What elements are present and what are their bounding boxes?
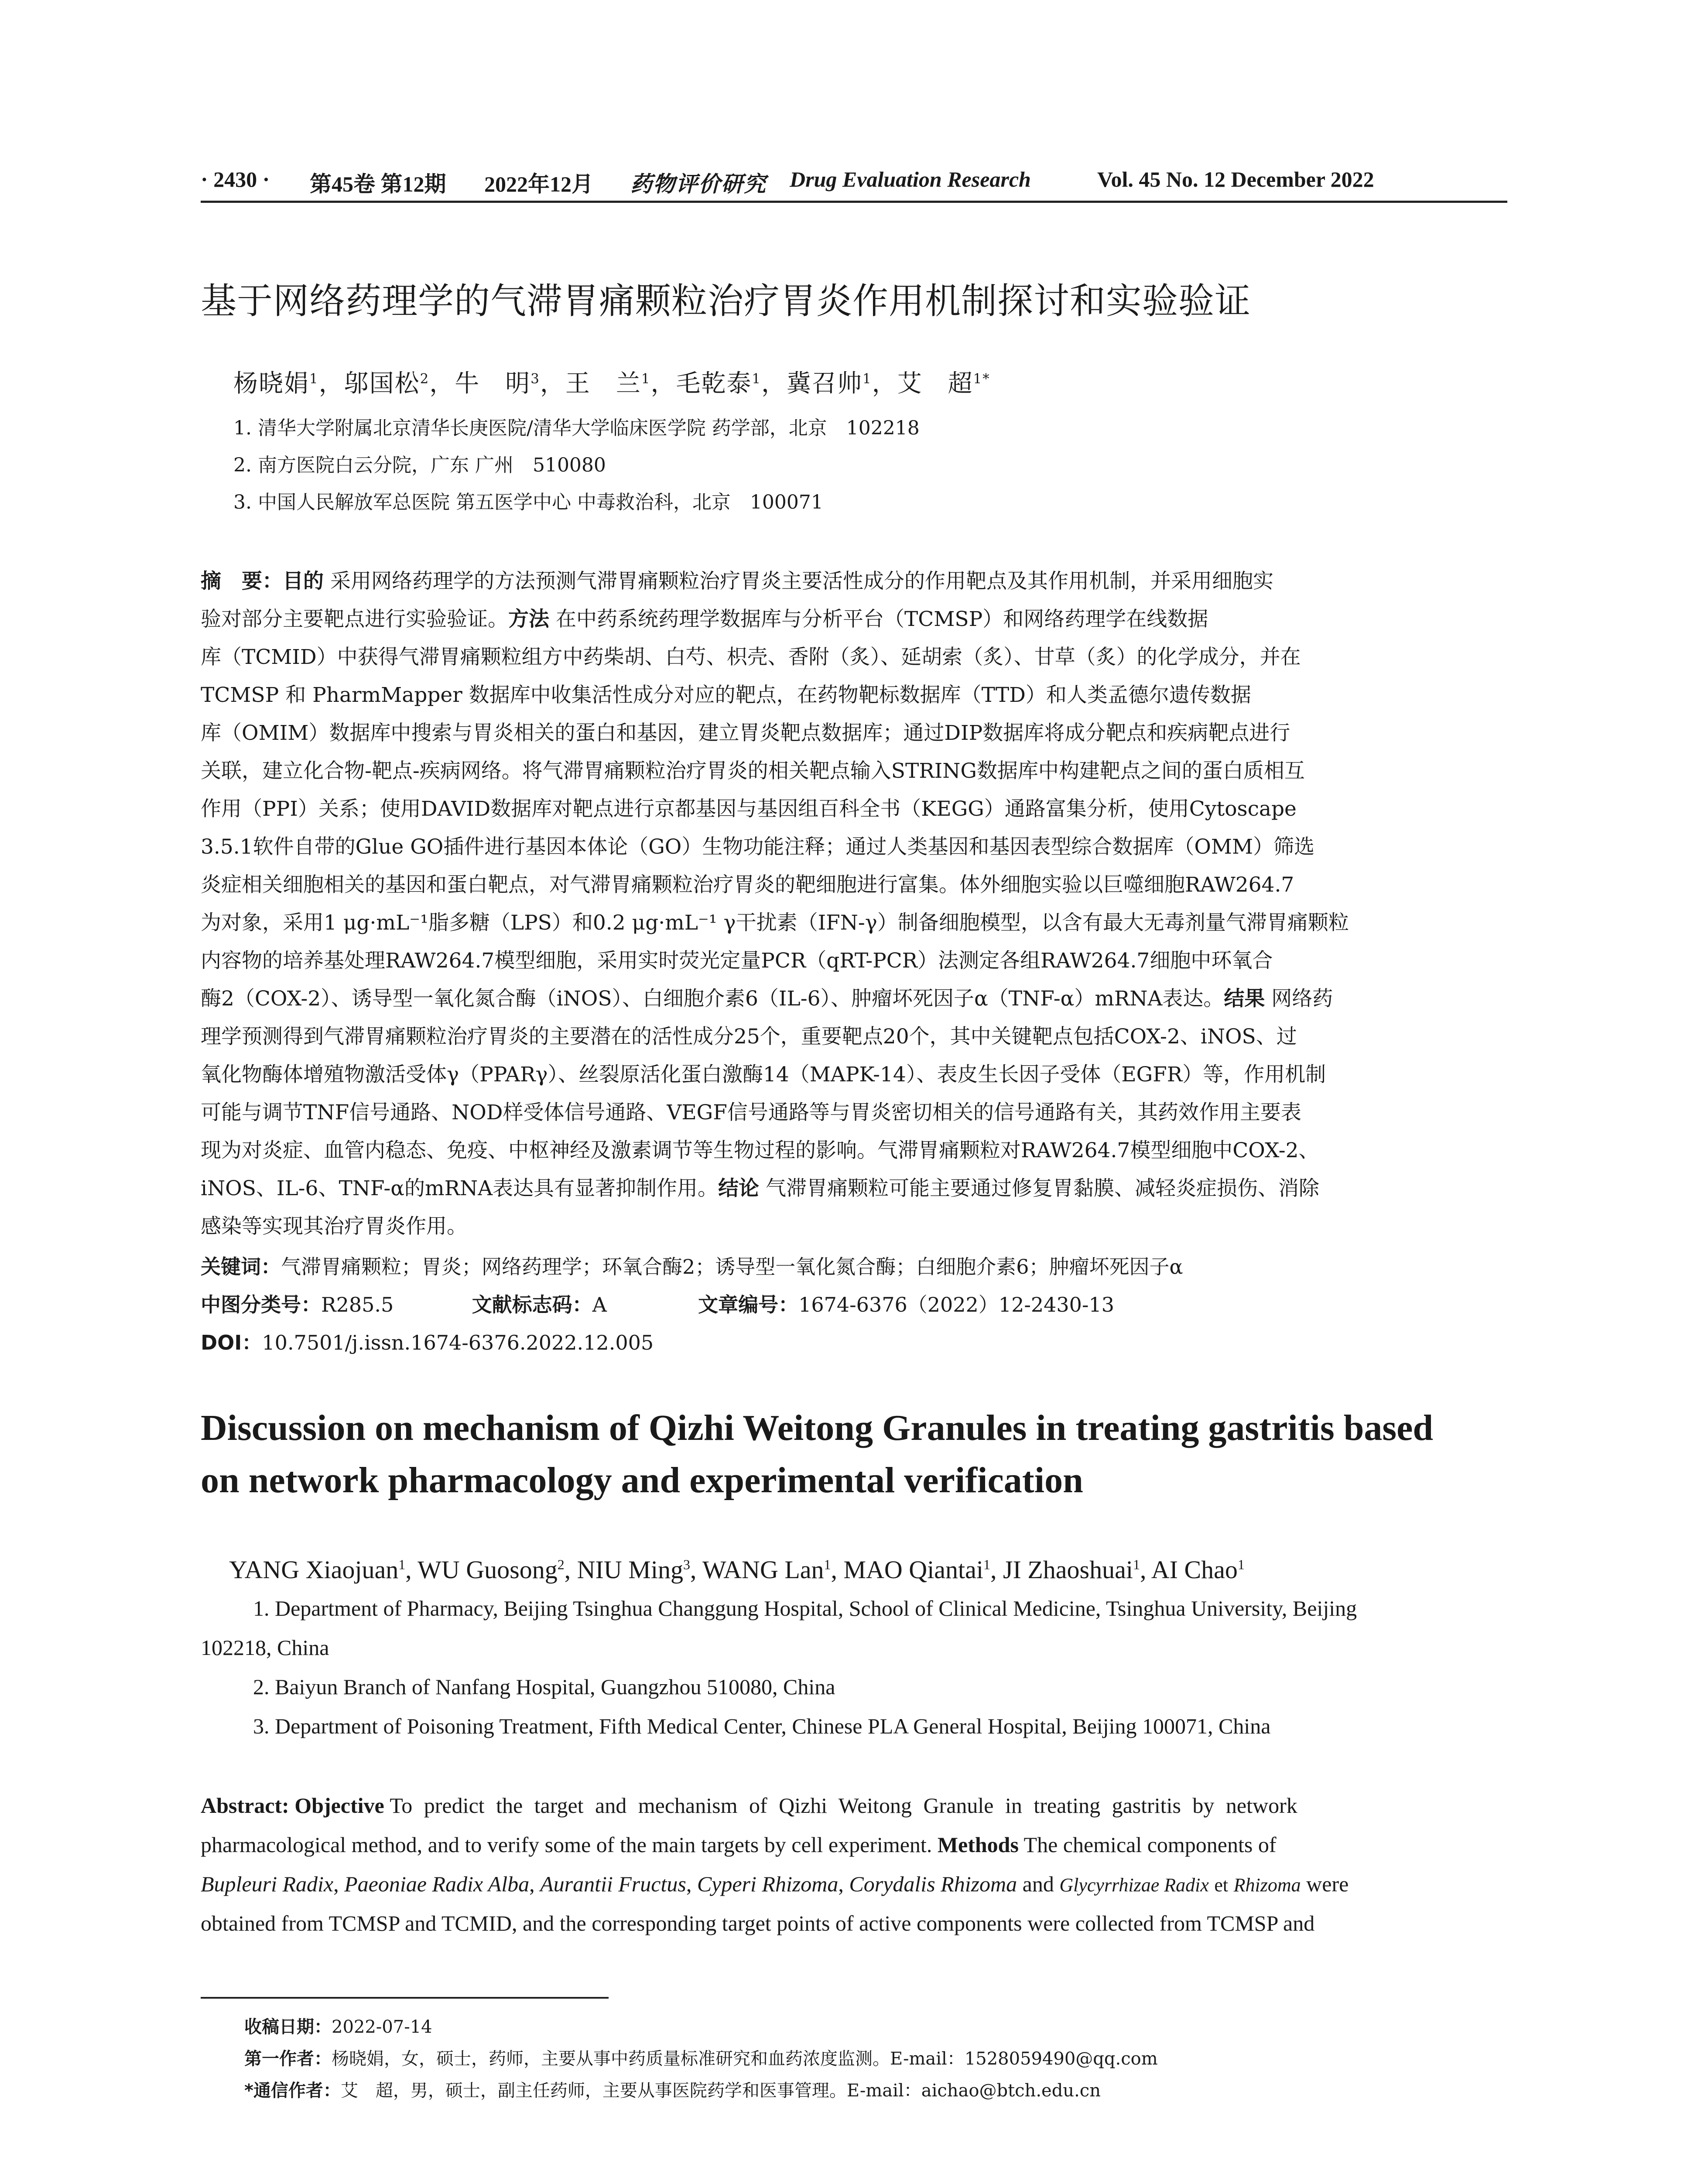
conjunction: and <box>1022 1872 1054 1896</box>
abstract-cn-line-7: 作用（PPI）关系；使用DAVID数据库对靶点进行京都基因与基因组百科全书（KEGG）通路富集分析，使用Cytoscape <box>201 797 1297 821</box>
objective-en-label: Objective <box>294 1793 384 1818</box>
author-affiliation-mark: 1 <box>752 371 762 387</box>
abstract-cn-line-17 <box>201 1172 1319 1201</box>
affiliation-en-1-cont: 102218, China <box>201 1635 329 1660</box>
first-author-label: 第一作者： <box>244 2049 332 2069</box>
herb-name: Paeoniae Radix Alba <box>344 1872 530 1896</box>
keywords-cn <box>201 1251 1183 1280</box>
abstract-cn-text: 验对部分主要靶点进行实验验证。 <box>201 607 508 631</box>
abstract-en-label: Abstract: <box>201 1793 289 1818</box>
affiliation-cn-1: 1. 清华大学附属北京清华长庚医院/清华大学临床医学院 药学部，北京 102218 <box>233 417 920 439</box>
abstract-cn-text: 网络药 <box>1271 987 1333 1011</box>
author-affiliation-mark: 1* <box>973 371 990 387</box>
abstract-cn-line-11: 内容物的培养基处理RAW264.7模型细胞，采用实时荧光定量PCR（qRT-PCR）法测定各组RAW264.7细胞中环氧合 <box>201 949 1273 973</box>
abstract-en-line-1 <box>201 1793 1297 1818</box>
abstract-cn-text: iNOS、IL-6、TNF-α的mRNA表达具有显著抑制作用。 <box>201 1176 719 1200</box>
doc-code-value: A <box>592 1293 607 1316</box>
conjunction: et <box>1214 1874 1229 1896</box>
author-affiliation-mark: 1 <box>641 371 651 387</box>
author-affiliation-mark: 1 <box>398 1557 406 1573</box>
affiliation-cn-3: 3. 中国人民解放军总医院 第五医学中心 中毒救治科，北京 100071 <box>233 491 823 513</box>
herb-name: Rhizoma <box>1233 1874 1301 1896</box>
journal-logo: 药物评价研究 <box>630 171 767 197</box>
authors-cn: 杨晓娟$^1$，邬国松$^2$，牛 明$^3$，王 兰$^1$，毛乾泰$^1$，冀召帅$^1$，艾 超$^{1*}$ <box>233 369 990 398</box>
abstract-cn-line-18: 感染等实现其治疗胃炎作用。 <box>201 1214 467 1238</box>
page-number: · 2430 · <box>201 167 270 191</box>
herb-name: Cyperi Rhizoma <box>697 1872 839 1896</box>
methods-en-label: Methods <box>937 1832 1019 1857</box>
author-name: 杨晓娟 <box>233 369 309 398</box>
footnote-first-author <box>244 2045 1158 2070</box>
abstract-en-text: To predict the target and mechanism of Qizhi Weitong Granule in treating gastritis by network <box>390 1793 1297 1818</box>
doc-code-label: 文献标志码： <box>472 1293 592 1316</box>
abstract-cn-line-3: 库（TCMID）中获得气滞胃痛颗粒组方中药柴胡、白芍、枳壳、香附（炙）、延胡索（炙）、甘草（炙）的化学成分，并在 <box>201 645 1301 669</box>
abstract-cn-line-8: 3.5.1软件自带的Glue GO插件进行基因本体论（GO）生物功能注释；通过人类基因和基因表型综合数据库（OMM）筛选 <box>201 835 1315 859</box>
author-name: WU Guosong <box>418 1555 558 1584</box>
received-date: 2022-07-14 <box>332 2017 432 2037</box>
author-name: WANG Lan <box>702 1555 824 1584</box>
clc-value: R285.5 <box>321 1293 394 1316</box>
abstract-cn-line-14: 氧化物酶体增殖物激活受体γ（PPARγ）、丝裂原活化蛋白激酶14（MAPK-14）、表皮生长因子受体（EGFR）等，作用机制 <box>201 1063 1326 1087</box>
author-affiliation-mark: 3 <box>531 371 540 387</box>
affiliation-en-3: 3. Department of Poisoning Treatment, Fifth Medical Center, Chinese PLA General Hospital, Beijing 100071, China <box>253 1714 1271 1738</box>
author-affiliation-mark: 1 <box>824 1557 831 1573</box>
article-no-value: 1674-6376（2022）12-2430-13 <box>798 1293 1115 1316</box>
author-affiliation-mark: 1 <box>863 371 872 387</box>
herb-name: Glycyrrhizae Radix <box>1059 1874 1209 1896</box>
first-author-text: 杨晓娟，女，硕士，药师，主要从事中药质量标准研究和血药浓度监测。E-mail：1528059490@qq.com <box>332 2049 1158 2069</box>
abstract-cn-line-4: TCMSP 和 PharmMapper 数据库中收集活性成分对应的靶点，在药物靶标数据库（TTD）和人类孟德尔遗传数据 <box>201 683 1251 707</box>
affiliation-en-2: 2. Baiyun Branch of Nanfang Hospital, Guangzhou 510080, China <box>253 1675 835 1699</box>
author-name: 邬国松 <box>344 369 420 398</box>
author-name: NIU Ming <box>577 1555 683 1584</box>
author-name: 冀召帅 <box>787 369 863 398</box>
keywords-cn-label: 关键词： <box>201 1255 281 1279</box>
author-name: 牛 明 <box>455 369 531 398</box>
header-rule <box>201 201 1507 203</box>
footnote-rule <box>201 1997 609 1999</box>
abstract-cn-line-6: 关联，建立化合物-靶点-疾病网络。将气滞胃痛颗粒治疗胃炎的相关靶点输入STRING数据库中构建靶点之间的蛋白质相互 <box>201 759 1305 783</box>
herb-name: Bupleuri Radix <box>201 1872 334 1896</box>
abstract-cn-text: 气滞胃痛颗粒可能主要通过修复胃黏膜、减轻炎症损伤、消除 <box>766 1176 1320 1200</box>
methods-cn-label: 方法 <box>508 607 549 631</box>
article-no-label: 文章编号： <box>698 1293 799 1316</box>
author-name: 艾 超 <box>897 369 973 398</box>
affiliation-en-1: 1. Department of Pharmacy, Beijing Tsinghua Changgung Hospital, School of Clinical Medicine, Tsinghua University, Beijing <box>253 1596 1357 1620</box>
author-name: MAO Qiantai <box>843 1555 984 1584</box>
clc-label: 中图分类号： <box>201 1293 321 1316</box>
abstract-cn-line-13: 理学预测得到气滞胃痛颗粒治疗胃炎的主要潜在的活性成分25个，重要靶点20个，其中关键靶点包括COX-2、iNOS、过 <box>201 1025 1297 1049</box>
classification-row <box>201 1289 1114 1318</box>
running-header <box>201 167 1509 197</box>
date-cn: 2022年12月 <box>484 172 593 196</box>
author-affiliation-mark: 3 <box>683 1557 690 1573</box>
abstract-cn-text: 采用网络药理学的方法预测气滞胃痛颗粒治疗胃炎主要活性成分的作用靶点及其作用机制，并采用细胞实 <box>330 569 1273 593</box>
volume-issue-cn: 第45卷 第12期 <box>310 172 446 196</box>
abstract-en-line-3: Bupleuri Radix, Paeoniae Radix Alba, Aurantii Fructus, Cyperi Rhizoma, Corydalis Rhizoma and Glycyrrhizae Radix et Rhizoma were <box>201 1872 1349 1896</box>
herb-name: Corydalis Rhizoma <box>849 1872 1017 1896</box>
abstract-cn-line-5: 库（OMIM）数据库中搜索与胃炎相关的蛋白和基因，建立胃炎靶点数据库；通过DIP数据库将成分靶点和疾病靶点进行 <box>201 721 1290 745</box>
objective-cn-label: 目的 <box>283 569 324 593</box>
title-cn: 基于网络药理学的气滞胃痛颗粒治疗胃炎作用机制探讨和实验验证 <box>201 280 1251 322</box>
footnote-corresponding <box>244 2077 1101 2102</box>
abstract-en-text: were <box>1306 1872 1349 1896</box>
volume-date-en: Vol. 45 No. 12 December 2022 <box>1097 167 1374 191</box>
received-label: 收稿日期： <box>244 2017 332 2037</box>
author-affiliation-mark: 2 <box>557 1557 565 1573</box>
author-affiliation-mark: 1 <box>1237 1557 1245 1573</box>
abstract-cn-line-16: 现为对炎症、血管内稳态、免疫、中枢神经及激素调节等生物过程的影响。气滞胃痛颗粒对RAW264.7模型细胞中COX-2、 <box>201 1138 1319 1162</box>
abstract-cn-line-9: 炎症相关细胞相关的基因和蛋白靶点，对气滞胃痛颗粒治疗胃炎的靶细胞进行富集。体外细胞实验以巨噬细胞RAW264.7 <box>201 873 1294 897</box>
abstract-en-text: pharmacological method, and to verify some of the main targets by cell experiment. <box>201 1832 932 1857</box>
author-affiliation-mark: 1 <box>983 1557 990 1573</box>
abstract-cn-line-1 <box>201 565 1273 594</box>
journal-name-en: Drug Evaluation Research <box>790 167 1031 191</box>
herb-name: Aurantii Fructus <box>540 1872 686 1896</box>
abstract-en-line-4: obtained from TCMSP and TCMID, and the corresponding target points of active components were collected from TCMSP and <box>201 1911 1315 1935</box>
author-name: JI Zhaoshuai <box>1003 1555 1133 1584</box>
conclusion-cn-label: 结论 <box>718 1176 760 1200</box>
author-name: 王 兰 <box>565 369 641 398</box>
author-name: AI Chao <box>1151 1555 1238 1584</box>
affiliation-cn-2: 2. 南方医院白云分院，广东 广州 510080 <box>233 454 606 476</box>
abstract-cn-line-2 <box>201 603 1208 632</box>
corresponding-label: *通信作者： <box>244 2081 341 2101</box>
doi-row <box>201 1327 654 1356</box>
doi-label: DOI： <box>201 1331 262 1354</box>
results-cn-label: 结果 <box>1224 987 1265 1011</box>
abstract-en-text: The chemical components of <box>1023 1832 1277 1857</box>
title-en-line-1: Discussion on mechanism of Qizhi Weitong Granules in treating gastritis based <box>201 1408 1434 1448</box>
doi-value: 10.7501/j.issn.1674-6376.2022.12.005 <box>262 1331 654 1354</box>
author-affiliation-mark: 1 <box>1133 1557 1140 1573</box>
abstract-cn-text: 酶2（COX-2）、诱导型一氧化氮合酶（iNOS）、白细胞介素6（IL-6）、肿瘤坏死因子α（TNF-α）mRNA表达。 <box>201 987 1224 1011</box>
author-affiliation-mark: 1 <box>309 371 319 387</box>
corresponding-text: 艾 超，男，硕士，副主任药师，主要从事医院药学和医事管理。E-mail：aichao@btch.edu.cn <box>340 2081 1101 2101</box>
abstract-cn-text: 在中药系统药理学数据库与分析平台（TCMSP）和网络药理学在线数据 <box>555 607 1208 631</box>
abstract-en-line-2 <box>201 1832 1277 1857</box>
keywords-cn-text: 气滞胃痛颗粒；胃炎；网络药理学；环氧合酶2；诱导型一氧化氮合酶；白细胞介素6；肿瘤坏死因子α <box>281 1255 1183 1279</box>
author-name: 毛乾泰 <box>676 369 752 398</box>
footnote-received <box>244 2013 432 2038</box>
abstract-cn-label: 摘 要： <box>201 569 283 593</box>
abstract-cn-line-10: 为对象，采用1 μg·mL⁻¹脂多糖（LPS）和0.2 μg·mL⁻¹ γ干扰素（IFN-γ）制备细胞模型，以含有最大无毒剂量气滞胃痛颗粒 <box>201 911 1349 935</box>
author-name: YANG Xiaojuan <box>229 1555 399 1584</box>
authors-en: YANG Xiaojuan$^1$, WU Guosong$^2$, NIU Ming$^3$, WANG Lan$^1$, MAO Qiantai$^1$, JI Zhaoshuai$^1$, AI Chao$^1$ <box>229 1555 1245 1584</box>
title-en-line-2: on network pharmacology and experimental verification <box>201 1460 1083 1501</box>
abstract-cn-line-15: 可能与调节TNF信号通路、NOD样受体信号通路、VEGF信号通路等与胃炎密切相关的信号通路有关，其药效作用主要表 <box>201 1101 1301 1125</box>
abstract-cn-line-12 <box>201 982 1333 1012</box>
author-affiliation-mark: 2 <box>420 371 430 387</box>
